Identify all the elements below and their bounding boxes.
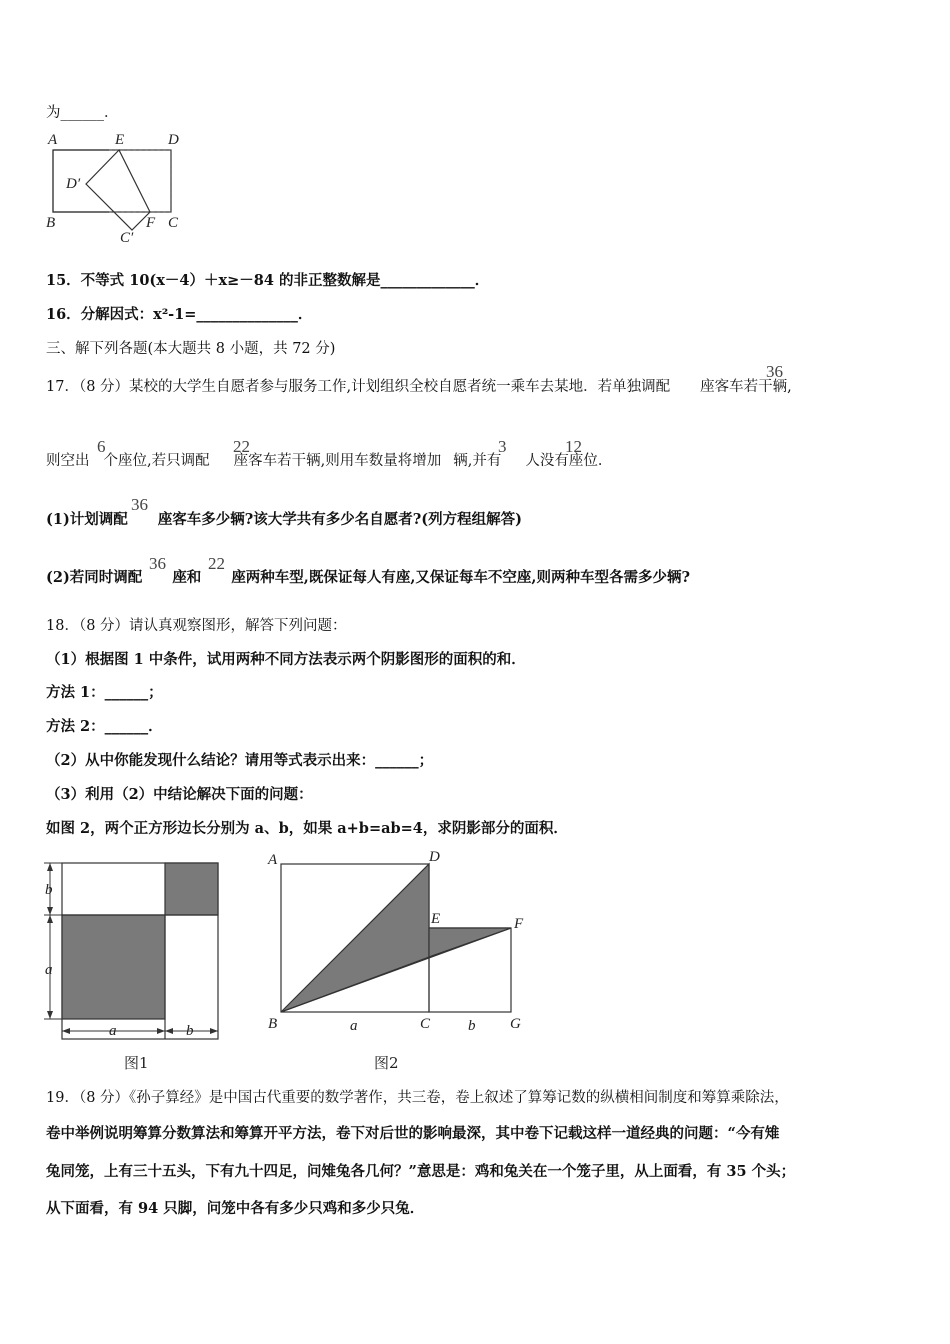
q19-line3: 兔同笼，上有三十五头，下有九十四足，问雉兔各几何？”意思是：鸡和兔关在一个笼子里，从上面看，有 35 个头； [46,1163,796,1180]
q18-part2: （2）从中你能发现什么结论？请用等式表示出来：______； [46,752,434,769]
fig2-label-D: D [429,849,440,865]
q19-line4: 从下面看，有 94 只脚，问笼中各有多少只鸡和多少只兔． [46,1200,425,1217]
label-Cp: C′ [120,230,134,246]
figure-2-squares [262,842,542,1042]
q17-num-22a: 22 [233,437,250,456]
q17-line1: 17．（8 分）某校的大学生自愿者参与服务工作,计划组织全校自愿者统一乘车去某地．若单独调配 座客车若干辆, [46,379,792,395]
q17-num-22b: 22 [208,554,225,573]
q17-num-36b: 36 [131,495,148,514]
q16: 16．分解因式：x²-1=______________． [46,306,313,323]
q18-part3: （3）利用（2）中结论解决下面的问题： [46,786,313,803]
fig1-label-a2: a [109,1023,117,1039]
fig2-label-E: E [431,911,441,927]
q17-line2: 则空出 个座位,若只调配 座客车若干辆,则用车数量将增加 辆,并有 人没有座位． [46,453,613,469]
fig2-label-B: B [268,1016,278,1032]
fig2-label-F: F [514,916,524,932]
fig2-label-A: A [268,852,278,868]
section-3-heading: 三、解下列各题(本大题共 8 小题，共 72 分) [46,341,336,357]
label-Dp: D′ [66,176,81,192]
fig2-label-b: b [468,1018,476,1034]
fig1-label-b2: b [186,1023,194,1039]
q17-num-36c: 36 [149,554,166,573]
fig2-label-C: C [420,1016,431,1032]
q17-num-12: 12 [565,437,582,456]
q14-tail: 为______． [46,105,119,121]
q18-part4: 如图 2，两个正方形边长分别为 a、b，如果 a+b=ab=4，求阴影部分的面积． [46,820,568,837]
q15: 15．不等式 10(x－4）＋x≥－84 的非正整数解是_____________． [46,272,490,289]
q19-line2: 卷中举例说明筹算分数算法和筹算开平方法，卷下对后世的影响最深，其中卷下记载这样一道经典的问题：“今有雉 [46,1125,780,1142]
label-A: A [48,132,58,148]
label-D: D [168,132,179,148]
q18-method1: 方法 1：______； [46,684,163,701]
q17-num-6: 6 [97,437,106,456]
fold-rectangle-figure [40,128,200,248]
q18-part1: （1）根据图 1 中条件，试用两种不同方法表示两个阴影图形的面积的和． [46,651,526,668]
label-E: E [115,132,125,148]
label-F: F [146,215,156,231]
label-C: C [168,215,179,231]
q19-line1: 19．（8 分）《孙子算经》是中国古代重要的数学著作，共三卷，卷上叙述了算筹记数的纵横相间制度和筹算乘除法， [46,1090,789,1106]
figure-1-squares [40,855,230,1045]
q18-method2: 方法 2：______． [46,718,163,735]
label-B: B [46,215,56,231]
fig2-label-G: G [510,1016,521,1032]
q17-part1: (1)计划调配 座客车多少辆?该大学共有多少名自愿者?(列方程组解答) [46,511,523,528]
fig1-label-b: b [45,882,53,898]
q17-num-36a: 36 [766,362,783,381]
fig2-label-a: a [350,1018,358,1034]
q17-num-3: 3 [498,437,507,456]
figure-2-caption: 图2 [374,1054,399,1072]
figure-1-caption: 图1 [124,1054,149,1072]
q17-part2: (2)若同时调配 座和 座两种车型,既保证每人有座,又保证每车不空座,则两种车型各需多少辆? [46,569,690,586]
q18-head: 18．（8 分）请认真观察图形，解答下列问题： [46,618,347,634]
fig1-label-a: a [45,962,53,978]
